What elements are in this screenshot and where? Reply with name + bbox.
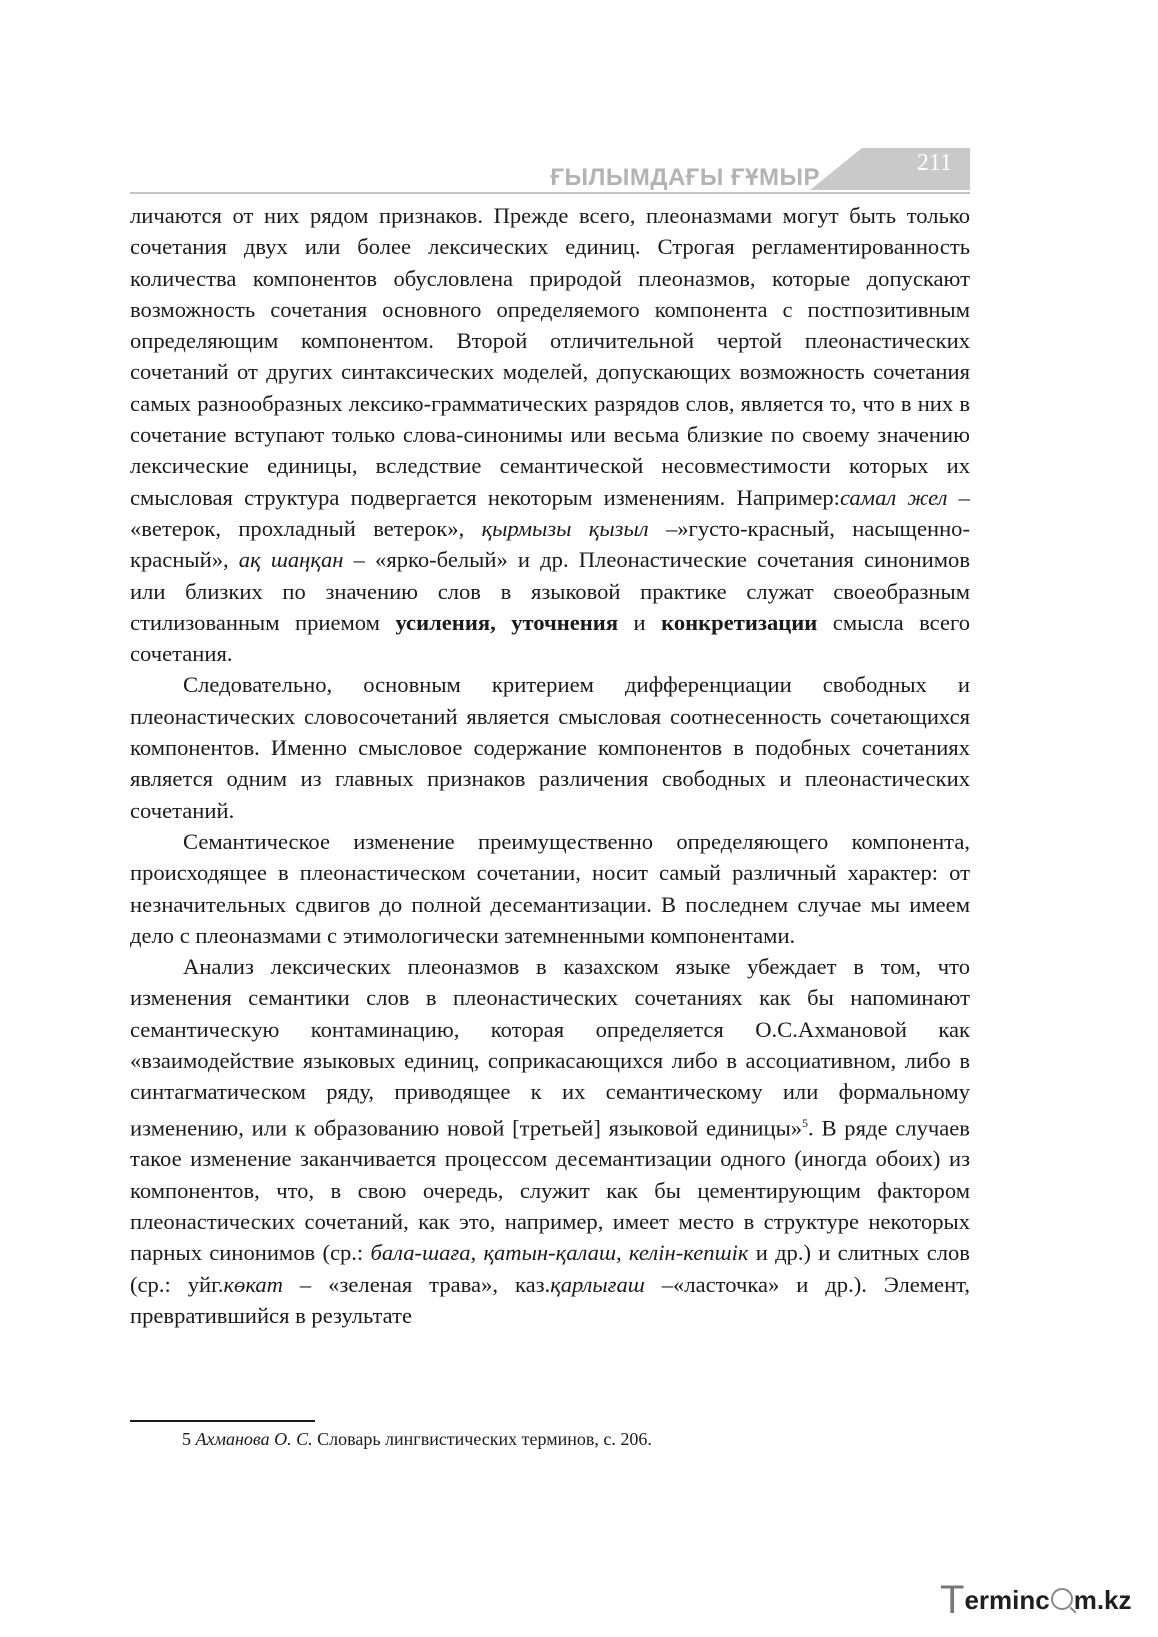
watermark-big-t: T [940, 1578, 965, 1622]
page-number: 211 [916, 150, 952, 176]
footnote-text: Словарь лингвистических терминов, с. 206. [312, 1429, 652, 1449]
body-text [130, 200, 970, 1331]
header-title: ҒЫЛЫМДАҒЫ ҒҰМЫР [550, 164, 820, 191]
bold-term: конкретизации [661, 609, 818, 635]
paragraph [130, 200, 970, 669]
text-run: смысла всего сочетания. [130, 609, 971, 667]
magnifier-icon [1051, 1588, 1073, 1610]
bold-term: усиления, уточнения [395, 609, 619, 635]
running-header [130, 146, 970, 194]
paragraph [130, 951, 970, 1331]
text-run: – «ветерок, прохладный ветерок», [130, 484, 970, 541]
italic-term: ақ шаңқан [238, 547, 344, 573]
footnote-separator [130, 1420, 315, 1422]
text-run: и др.) и слитных слов (ср.: уйг. [130, 1240, 970, 1297]
text-run: Следовательно, основным критерием дифференциации свободных и плеонастических словосочетаний является смысловая соотнесенность сочетающихся компонентов. Именно смысловое содержание компонентов в подобных сочетаниях является одним из главных признаков различения свободных и плеонастических сочетаний. [130, 672, 970, 823]
header-rule [130, 192, 970, 194]
italic-term: көкат [223, 1271, 283, 1297]
text-run: – «ярко-белый» и др. Плеонастические сочетания синонимов или близких по значению слов в языковой практике служат своеобразным стилизованным приемом [130, 547, 970, 635]
text-run: . В ряде случаев такое изменение заканчивается процессом десемантизации одного (иногда обоих) из компонентов, что, в свою очередь, служит как бы цементирующим фактором плеонастических сочетаний, как это, например, имеет место в структуре некоторых парных синонимов (ср.: [130, 1115, 970, 1266]
watermark-last: m.kz [1073, 1585, 1132, 1615]
paragraph [130, 826, 970, 951]
paragraph [130, 669, 970, 825]
footnote-number: 5 [182, 1429, 191, 1449]
italic-term: бала-шаға, қатын-қалаш, келін-кепшік [370, 1240, 749, 1266]
site-watermark [940, 1578, 1132, 1623]
text-run: –»густо-красный, насыщенно-красный», [130, 515, 970, 573]
footnote-ref: 5 [802, 1115, 809, 1130]
text-run: Анализ лексических плеоназмов в казахском языке убеждает в том, что изменения семантики слов в плеонастических сочетаниях как бы напоминают семантическую контаминацию, которая определяется О.С.Ахмановой как «взаимодействие языковых единиц, соприкасающихся либо в ассоциативном, либо в синтагматическом ряду, приводящее к их семантическому или формальному изменению, или к образованию новой [третьей] языковой единицы» [130, 954, 970, 1141]
text-run: и [618, 609, 662, 635]
watermark-middle: erminc [964, 1585, 1050, 1615]
text-run: –«ласточка» и др.). Элемент, превратившийся в результате [130, 1271, 970, 1328]
italic-term: қарлығаш [550, 1271, 645, 1297]
italic-term: қырмызы қызыл [481, 515, 649, 541]
footnote [182, 1427, 652, 1451]
footnote-author: Ахманова О. С. [195, 1429, 313, 1449]
text-run: – «зеленая трава», каз. [282, 1271, 551, 1297]
text-run: личаются от них рядом признаков. Прежде всего, плеоназмами могут быть только сочетания двух или более лексических единиц. Строгая регламентированность количества компонентов обусловлена природой плеоназмов, которые допускают возможность сочетания основного определяемого компонента с постпозитивным определяющим компонентом. Второй отличительной чертой плеонастических сочетаний от других синтаксических моделей, допускающих возможность сочетания самых разнообразных лексико-грамматических разрядов слов, является то, что в них в сочетание вступают только слова-синонимы или весьма близкие по своему значению лексические единицы, вследствие семантической несовместимости которых их смысловая структура подвергается некоторым изменениям. Например: [130, 203, 970, 510]
text-run: Семантическое изменение преимущественно определяющего компонента, происходящее в плеонастическом сочетании, носит самый различный характер: от незначительных сдвигов до полной десемантизации. В последнем случае мы имеем дело с плеоназмами с этимологически затемненными компонентами. [130, 828, 970, 948]
italic-term: самал жел [839, 484, 948, 510]
